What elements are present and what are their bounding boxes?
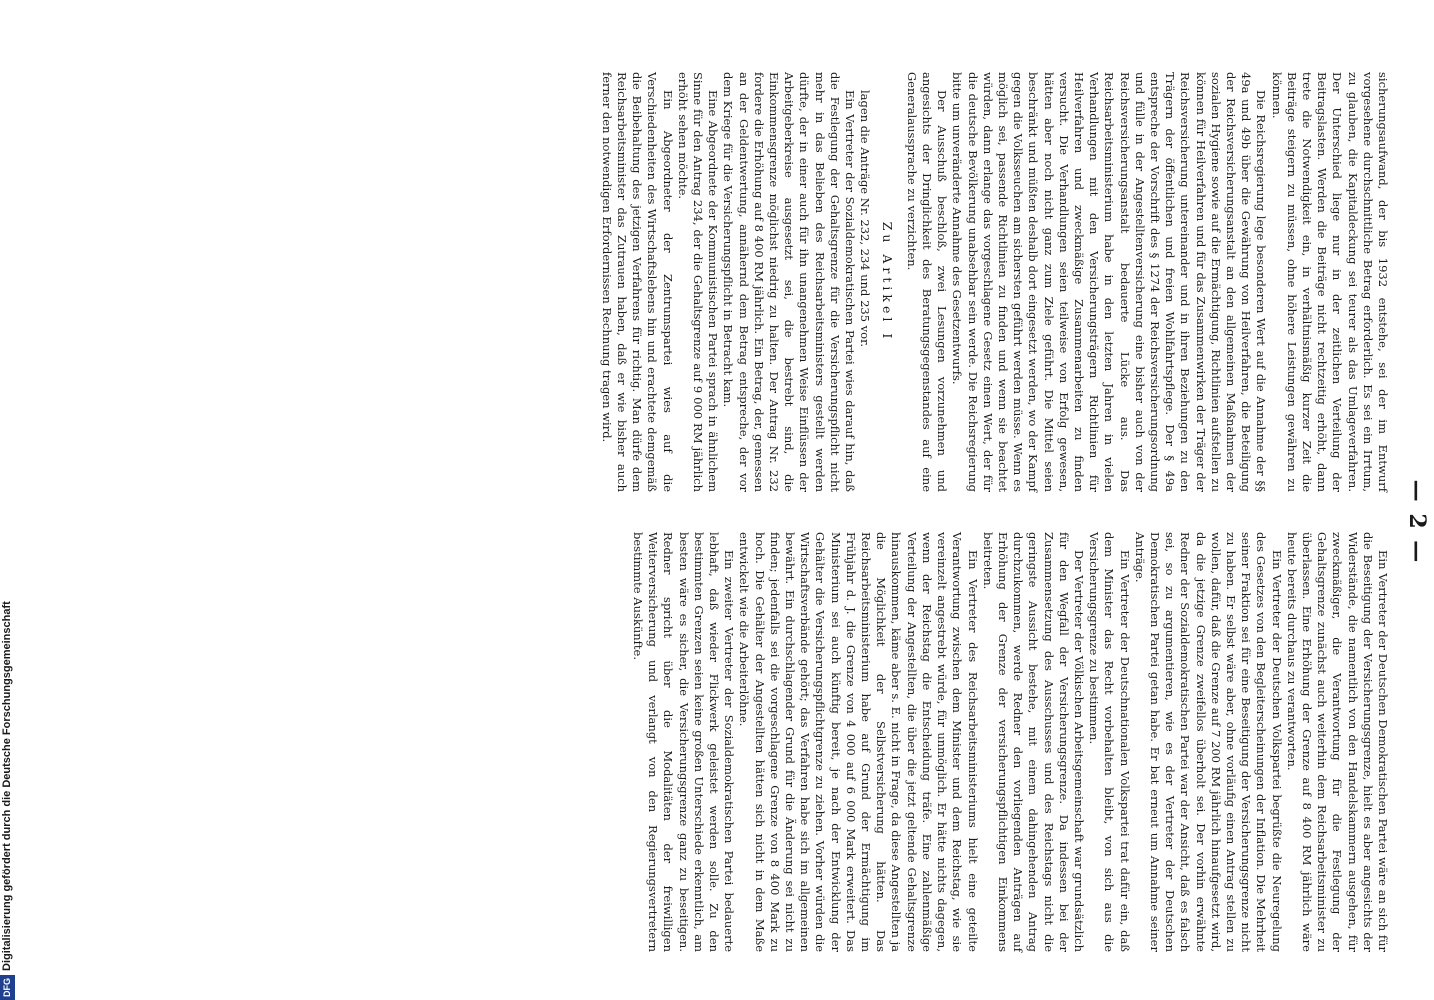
- paragraph: Ein zweiter Vertreter der Sozialdemokratischen Partei bedauerte lebhaft, daß wieder Flickwerk geleistet werden solle. Zu den bestimmten Grenzen seien keine großen Unterschiede erkenntlich, am besten wäre es sicher, die Versicherungsgrenze ganz zu beseitigen. Redner spricht über die Modalitäten der freiwilligen Weiterversicherung und verlangt von den Regierungsvertretern bestimmte Auskünfte.: [631, 532, 737, 952]
- paragraph: Ein Vertreter der Deutschen Volkspartei begrüßte die Neuregelung des Gesetzes von den Begleiterscheinungen der Inflation. Die Mehrheit seiner Fraktion sei für eine Beseitigung der Versicherungsgrenze nicht zu haben. Er selbst wäre aber, ohne vorläufig einen Antrag stellen zu wollen, dafür, daß die Grenze auf 7 200 RM jährlich hinaufgesetzt wird, da die jetzige Grenze zweifellos überholt sei. Der vorhin erwähnte Redner der Sozialdemokratischen Partei war der Ansicht, daß es falsch sei, so zu argumentieren, wie es der Vertreter der Deutschen Demokratischen Partei getan habe. Er bat erneut um Annahme seiner Anträge.: [1132, 532, 1284, 952]
- paragraph: Ein Vertreter des Reichsarbeitsministeriums hielt eine geteilte Verantwortung zwischen dem Minister und dem Reichstag, wie sie vereinzelt angestrebt würde, für unmöglich. Er hätte nichts dagegen, wenn der Reichstag die Entscheidung träfe. Eine zahlenmäßige Verteilung der Angestellten, die über die jetzt geltende Gehaltsgrenze hinauskommen, käme aber s. E. nicht in Frage, da diese Angestellten ja die Möglichkeit der Selbstversicherung hätten. Das Reichsarbeitsministerium habe auf Grund der Ermächtigung im Frühjahr d. J. die Grenze von 4 000 auf 6 000 Mark erweitert. Das Ministerium sei auch künftig bereit, je nach der Entwicklung der Gehälter die Versicherungspflichtgrenze zu ziehen. Vorher würden die Wirtschaftsverbände gehört; das Verfahren habe sich im allgemeinen bewährt. Ein durchschlagender Grund für die Änderung sei nicht zu finden; jedenfalls sei die vorgeschlagene Grenze von 8 400 Mark zu hoch. Die Gehälter der Angestellten hätten sich nicht in dem Maße entwickelt wie die Arbeiterlöhne.: [737, 532, 980, 952]
- scanned-page: [160, 72, 1430, 972]
- page-number: — 2 —: [1404, 479, 1430, 565]
- paragraph: sicherungsaufwand, der bis 1932 entstehe, sei der im Entwurf vorgesehene durchschnittliche Betrag erforderlich. Es sei ein Irrtum, zu glauben, die Kapitaldeckung sei teurer als das Umlageverfahren. Der Unterschied liege nur in der zeitlichen Verteilung der Beitragslasten. Werden die Beiträge nicht rechtzeitig erhöht, dann trete die Notwendigkeit ein, in verhältnismäßig kurzer Zeit die Beiträge steigern zu müssen, ohne höhere Leistungen gewähren zu können.: [1269, 72, 1390, 492]
- paragraph: Ein Vertreter der Deutschen Demokratischen Partei wäre an sich für die Beseitigung der Versicherungsgrenze, hielt es aber angesichts der Widerstände, die namentlich von den Handelskammern ausgehen, für zweckmäßiger, die Verantwortung für die Festlegung der Gehaltsgrenze zunächst auch weiterhin dem Reichsarbeitsminister zu überlassen. Eine Erhöhung der Grenze auf 8 400 RM jährlich wäre heute bereits durchaus zu verantworten.: [1284, 532, 1390, 952]
- footer-text: Digitalisierung gefördert durch die Deutsche Forschungsgemeinschaft: [1, 601, 13, 971]
- paragraph: Der Vertreter der Völkischen Arbeitsgemeinschaft war grundsätzlich für den Wegfall der Versicherungsgrenze. Da indessen bei der Zusammensetzung des Ausschusses und des Reichstags nicht die geringste Aussicht bestehe, mit einem dahingehenden Antrag durchzukommen, werde Redner den vorliegenden Anträgen auf Erhöhung der Grenze der versicherungspflichtigen Einkommens beitreten.: [980, 532, 1086, 952]
- paragraph: Die Reichsregierung lege besonderen Wert auf die Annahme der §§ 49a und 49b über die Gewährung von Heilverfahren, die Beteiligung der Reichsversicherungsanstalt an den allgemeinen Maßnahmen der sozialen Hygiene sowie auf die Ermächtigung, Richtlinien aufstellen zu können für Heilverfahren und für das Zusammenwirken der Träger der Reichsversicherung untereinander und in ihren Beziehungen zu den Trägern der öffentlichen und freien Wohlfahrtspflege. Der § 49a entspreche der Vorschrift des § 1274 der Reichsversicherungsordnung und fülle in der Angestelltenversicherung eine bisher auch von der Reichsversicherungsanstalt bedauerte Lücke aus. Das Reichsarbeitsministerium habe in den letzten Jahren in vielen Verhandlungen mit den Versicherungsträgern Richtlinien für Heilverfahren und zweckmäßige Zusammenarbeiten zu finden versucht. Die Verhandlungen seien teilweise von Erfolg gewesen, hätten aber noch nicht ganz zum Ziele geführt. Die Mittel seien beschränkt und müßten deshalb dort eingesetzt werden, wo der Kampf gegen die Volksseuchen am sichersten geführt werden müsse. Wenn es möglich sei, passende Richtlinien zu finden und wenn sie beachtet würden, dann erlange das vorgeschlagene Gesetz einen Wert, der für die deutsche Bevölkerung unabsehbar sein werde. Die Reichsregierung bitte um unveränderte Annahme des Gesetzentwurfs.: [950, 72, 1269, 492]
- dfg-logo-icon: DFG: [0, 975, 15, 1000]
- paragraph: Eine Abgeordnete der Kommunistischen Partei sprach in ähnlichem Sinne für den Antrag 234, der die Gehaltsgrenze auf 9 000 RM jährlich erhöht sehen möchte.: [675, 72, 721, 492]
- section-heading: Zu Artikel I: [880, 221, 896, 343]
- right-column: [630, 532, 1390, 952]
- digitization-footer: [0, 0, 16, 1000]
- paragraph: Ein Vertreter der Deutschnationalen Volkspartei trat dafür ein, daß dem Minister das Recht vorbehalten bleibt, von sich aus die Versicherungsgrenze zu bestimmen.: [1087, 532, 1132, 952]
- page-content: [160, 72, 1430, 972]
- paragraph: lagen die Anträge Nr. 232, 234 und 235 vor.: [858, 90, 873, 347]
- paragraph: Ein Vertreter der Sozialdemokratischen Partei wies darauf hin, daß die Festlegung der Gehaltsgrenze für die Versicherungspflicht nicht mehr in das Belieben des Reichsarbeitsministers gestellt werden dürfte, der in einer auch für ihn unangenehmen Weise Einflüssen der Arbeitgeberkreise ausgesetzt sei, die bestrebt sind, die Einkommensgrenze möglichst niedrig zu halten. Der Antrag Nr. 232 fordere die Erhöhung auf 8 400 RM jährlich. Ein Betrag, der, gemessen an der Geldentwertung, annähernd dem Betrag entspreche, der vor dem Kriege für die Versicherungspflicht in Betracht kam.: [721, 72, 858, 492]
- paragraph: Der Ausschuß beschloß, zwei Lesungen vorzunehmen und angesichts der Dringlichkeit des Beratungsgegenstandes auf eine Generalaussprache zu verzichten.: [904, 72, 950, 492]
- left-column: [599, 72, 1390, 492]
- paragraph: Ein Abgeordneter der Zentrumspartei wies auf die Verschiedenheiten des Wirtschaftslebens hin und erachtete demgemäß die Beibehaltung des jetzigen Verfahrens für richtig. Man dürfe dem Reichsarbeitsminister das Zutrauen haben, daß er wie bisher auch ferner den notwendigen Erfordernissen Rechnung tragen wird.: [599, 72, 675, 492]
